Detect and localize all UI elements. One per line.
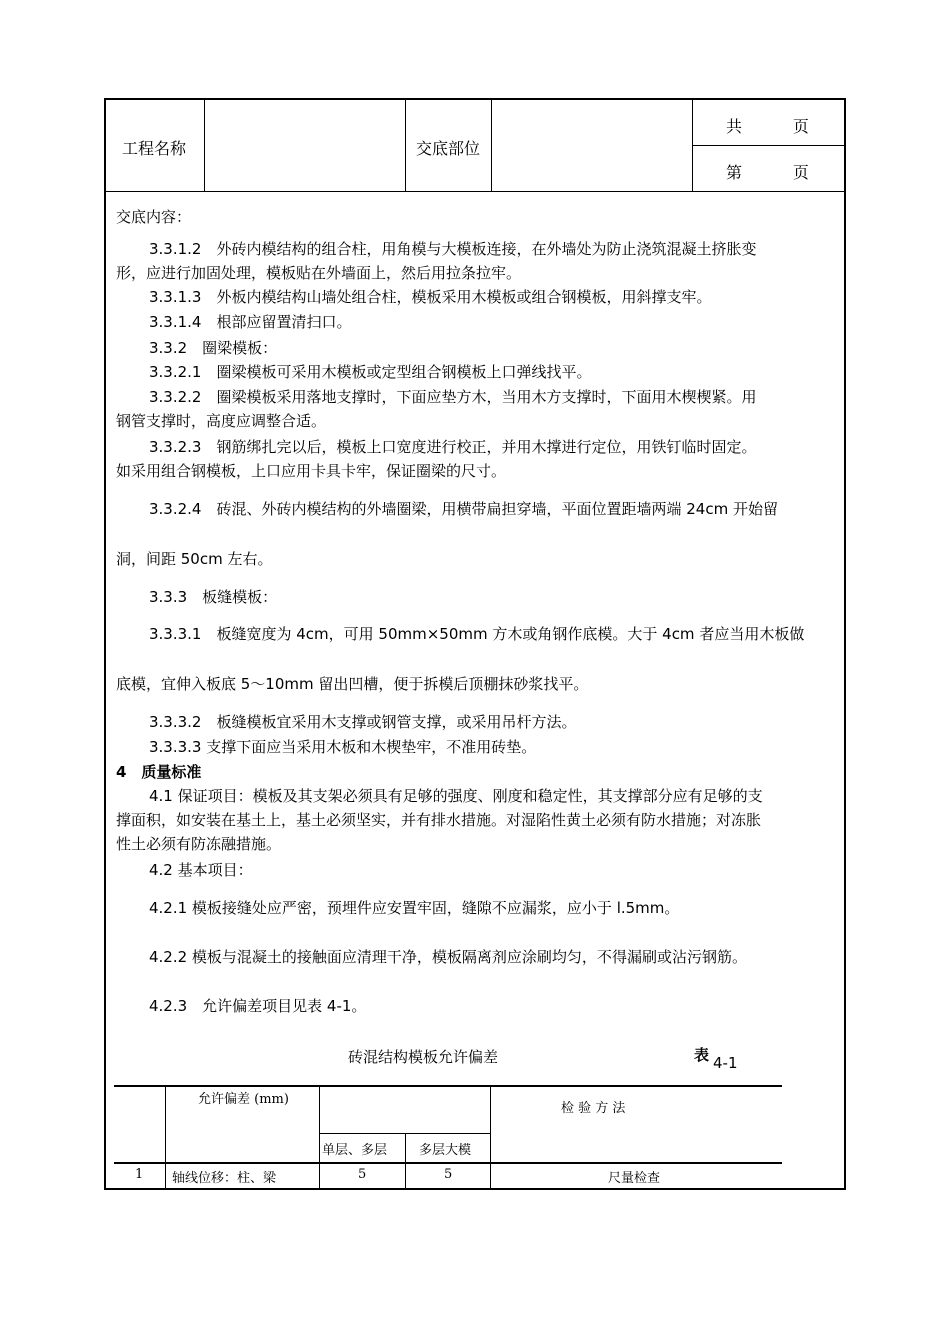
paragraph: 4.2.2 模板与混凝土的接触面应清理干净，模板隔离剂应涂刷均匀，不得漏刷或沾污钢筋。: [149, 948, 747, 966]
paragraph: 撑面积，如安装在基土上，基土必须坚实，并有排水措施。对湿陷性黄土必须有防水措施；对冻胀: [116, 811, 762, 829]
paragraph: 如采用组合钢模板，上口应用卡具卡牢，保证圈梁的尺寸。: [116, 462, 507, 480]
document-frame: [104, 98, 846, 1190]
divider: [491, 100, 492, 192]
table-cell-multi: 5: [444, 1167, 453, 1182]
header-table: [106, 100, 844, 192]
paragraph: 3.3.1.3 外板内模结构山墙处组合柱，模板采用木模板或组合钢模板，用斜撑支牢。: [149, 288, 712, 306]
paragraph: 3.3.2.4 砖混、外砖内模结构的外墙圈梁，用横带扁担穿墙，平面位置距墙两端 24cm 开始留: [149, 500, 778, 518]
table-cell-item: 轴线位移：柱、梁: [172, 1171, 277, 1186]
paragraph: 4.2 基本项目：: [149, 861, 253, 879]
col-single: 单层、多层: [322, 1143, 388, 1158]
paragraph: 4.2.3 允许偏差项目见表 4-1。: [149, 997, 367, 1015]
location-label: 交底部位: [416, 139, 481, 158]
paragraph: 3.3.3.1 板缝宽度为 4cm，可用 50mm×50mm 方木或角钢作底模。大于 4cm 者应当用木板做: [149, 625, 805, 643]
divider: [405, 1133, 406, 1188]
paragraph: 底模，宜伸入板底 5～10mm 留出凹槽，便于拆模后顶棚抹砂浆找平。: [116, 675, 589, 693]
divider: [692, 145, 844, 146]
col-multi: 多层大模: [419, 1143, 472, 1158]
divider: [106, 191, 844, 192]
paragraph: 3.3.2.2 圈梁模板采用落地支撑时，下面应垫方木，当用木方支撑时，下面用木楔楔紧。用: [149, 388, 757, 406]
paragraph: 4.1 保证项目：模板及其支架必须具有足够的强度、刚度和稳定性，其支撑部分应有足够的支: [149, 787, 763, 805]
divider: [114, 1085, 782, 1087]
table-number: 4-1: [713, 1054, 738, 1072]
section-heading: 4 质量标准: [116, 763, 202, 781]
paragraph: 3.3.1.4 根部应留置清扫口。: [149, 313, 352, 331]
divider: [204, 100, 205, 192]
col-deviation: 允许偏差 (mm): [198, 1092, 289, 1107]
project-name-label: 工程名称: [122, 139, 187, 158]
table-cell-no: 1: [135, 1167, 144, 1182]
paragraph: 3.3.2.3 钢筋绑扎完以后，模板上口宽度进行校正，并用木撑进行定位，用铁钉临时固定。: [149, 438, 757, 456]
paragraph: 钢管支撑时，高度应调整合适。: [116, 412, 327, 430]
divider: [692, 100, 693, 192]
paragraph: 形，应进行加固处理，模板贴在外墙面上，然后用拉条拉牢。: [116, 264, 522, 282]
page-number: 第 页: [726, 163, 809, 182]
total-pages: 共 页: [726, 117, 809, 136]
table-title: 砖混结构模板允许偏差: [348, 1048, 499, 1066]
paragraph: 3.3.3 板缝模板：: [149, 588, 278, 606]
divider: [114, 1162, 782, 1164]
paragraph: 3.3.1.2 外砖内模结构的组合柱，用角模与大模板连接，在外墙处为防止浇筑混凝土挤胀变: [149, 240, 757, 258]
table-label: 表: [694, 1046, 710, 1064]
paragraph: 洞，间距 50cm 左右。: [116, 550, 273, 568]
paragraph: 3.3.2.1 圈梁模板可采用木模板或定型组合钢模板上口弹线找平。: [149, 363, 592, 381]
col-method: 检 验 方 法: [561, 1101, 626, 1116]
paragraph: 4.2.1 模板接缝处应严密，预埋件应安置牢固，缝隙不应漏浆，应小于 l.5mm。: [149, 899, 680, 917]
divider: [405, 100, 406, 192]
table-cell-single: 5: [358, 1167, 367, 1182]
paragraph: 3.3.3.2 板缝模板宜采用木支撑或钢管支撑，或采用吊杆方法。: [149, 713, 577, 731]
content-heading: 交底内容：: [116, 208, 192, 226]
divider: [490, 1085, 491, 1188]
table-cell-method: 尺量检查: [608, 1171, 661, 1186]
paragraph: 3.3.2 圈梁模板：: [149, 339, 278, 357]
paragraph: 性土必须有防冻融措施。: [116, 835, 282, 853]
divider: [165, 1085, 166, 1188]
divider: [319, 1085, 320, 1188]
paragraph: 3.3.3.3 支撑下面应当采用木板和木楔垫牢，不准用砖垫。: [149, 738, 537, 756]
